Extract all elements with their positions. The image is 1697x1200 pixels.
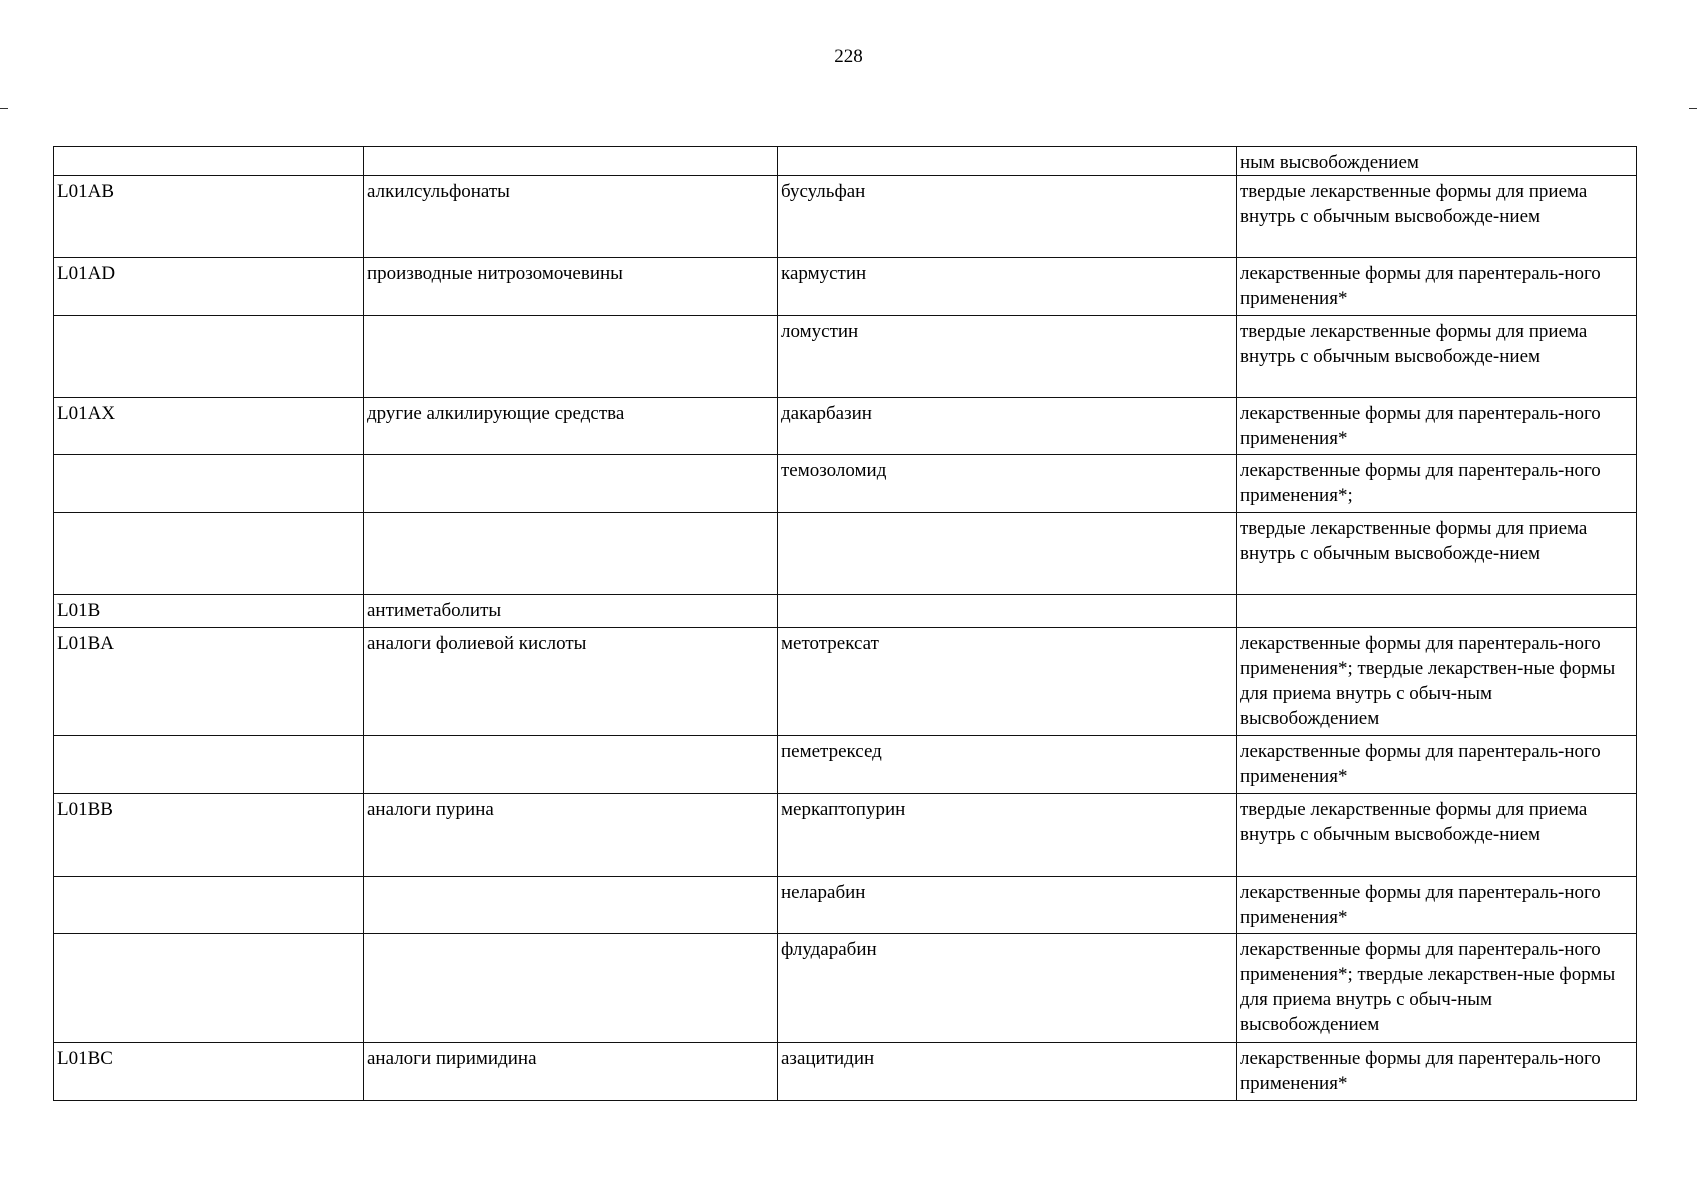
table-row	[54, 258, 1637, 316]
group-name-cell: аналоги пиримидина	[364, 1043, 778, 1101]
drug-name-cell: метотрексат	[778, 628, 1237, 736]
table-row	[54, 513, 1637, 595]
drug-name-cell: дакарбазин	[778, 398, 1237, 455]
table-row	[54, 595, 1637, 628]
drug-name-cell	[778, 513, 1237, 595]
dosage-form-cell: лекарственные формы для парентераль-ного применения*	[1237, 398, 1637, 455]
dosage-form-cell: лекарственные формы для парентераль-ного применения*	[1237, 877, 1637, 934]
dosage-form-cell: лекарственные формы для парентераль-ного применения*;	[1237, 455, 1637, 513]
dosage-form-cell: лекарственные формы для парентераль-ного применения*	[1237, 1043, 1637, 1101]
table-row	[54, 398, 1637, 455]
drug-name-cell	[778, 595, 1237, 628]
table-row	[54, 877, 1637, 934]
dosage-form-cell: лекарственные формы для парентераль-ного применения*; твердые лекарствен-ные формы для приема внутрь с обыч-ным высвобождением	[1237, 628, 1637, 736]
group-name-cell: антиметаболиты	[364, 595, 778, 628]
dosage-form-cell: твердые лекарственные формы для приема внутрь с обычным высвобожде-нием	[1237, 316, 1637, 398]
drug-name-cell: темозоломид	[778, 455, 1237, 513]
table-row	[54, 934, 1637, 1043]
group-name-cell	[364, 736, 778, 794]
dosage-form-cell: ным высвобождением	[1237, 147, 1637, 176]
table-row	[54, 736, 1637, 794]
drug-name-cell	[778, 147, 1237, 176]
atc-code-cell: L01B	[54, 595, 364, 628]
table-row	[54, 147, 1637, 176]
group-name-cell: аналоги пурина	[364, 794, 778, 877]
drug-name-cell: азацитидин	[778, 1043, 1237, 1101]
atc-code-cell: L01BC	[54, 1043, 364, 1101]
atc-code-cell: L01BA	[54, 628, 364, 736]
group-name-cell: аналоги фолиевой кислоты	[364, 628, 778, 736]
atc-code-cell	[54, 316, 364, 398]
drug-classification-table	[53, 146, 1637, 1101]
atc-code-cell	[54, 513, 364, 595]
table-row	[54, 455, 1637, 513]
atc-code-cell	[54, 877, 364, 934]
dosage-form-cell: твердые лекарственные формы для приема внутрь с обычным высвобожде-нием	[1237, 513, 1637, 595]
drug-name-cell: бусульфан	[778, 176, 1237, 258]
drug-name-cell: неларабин	[778, 877, 1237, 934]
group-name-cell	[364, 934, 778, 1043]
group-name-cell	[364, 316, 778, 398]
dosage-form-cell: твердые лекарственные формы для приема внутрь с обычным высвобожде-нием	[1237, 794, 1637, 877]
group-name-cell	[364, 147, 778, 176]
atc-code-cell: L01BB	[54, 794, 364, 877]
group-name-cell	[364, 455, 778, 513]
group-name-cell: алкилсульфонаты	[364, 176, 778, 258]
group-name-cell: другие алкилирующие средства	[364, 398, 778, 455]
table-row	[54, 176, 1637, 258]
page-number: 228	[834, 46, 863, 67]
table-body	[54, 147, 1637, 1101]
table-row	[54, 794, 1637, 877]
dosage-form-cell: твердые лекарственные формы для приема внутрь с обычным высвобожде-нием	[1237, 176, 1637, 258]
table-row	[54, 316, 1637, 398]
dosage-form-cell	[1237, 595, 1637, 628]
drug-name-cell: кармустин	[778, 258, 1237, 316]
drug-name-cell: пеметрексед	[778, 736, 1237, 794]
atc-code-cell: L01AB	[54, 176, 364, 258]
atc-code-cell	[54, 736, 364, 794]
atc-code-cell: L01AX	[54, 398, 364, 455]
margin-mark-right	[1689, 108, 1697, 109]
atc-code-cell	[54, 934, 364, 1043]
dosage-form-cell: лекарственные формы для парентераль-ного применения*	[1237, 736, 1637, 794]
group-name-cell	[364, 513, 778, 595]
table-row	[54, 628, 1637, 736]
atc-code-cell	[54, 147, 364, 176]
atc-code-cell	[54, 455, 364, 513]
group-name-cell	[364, 877, 778, 934]
dosage-form-cell: лекарственные формы для парентераль-ного применения*; твердые лекарствен-ные формы для приема внутрь с обыч-ным высвобождением	[1237, 934, 1637, 1043]
atc-code-cell: L01AD	[54, 258, 364, 316]
drug-name-cell: меркаптопурин	[778, 794, 1237, 877]
drug-name-cell: ломустин	[778, 316, 1237, 398]
margin-mark-left	[0, 108, 8, 109]
drug-name-cell: флударабин	[778, 934, 1237, 1043]
group-name-cell: производные нитрозомочевины	[364, 258, 778, 316]
table-row	[54, 1043, 1637, 1101]
dosage-form-cell: лекарственные формы для парентераль-ного применения*	[1237, 258, 1637, 316]
